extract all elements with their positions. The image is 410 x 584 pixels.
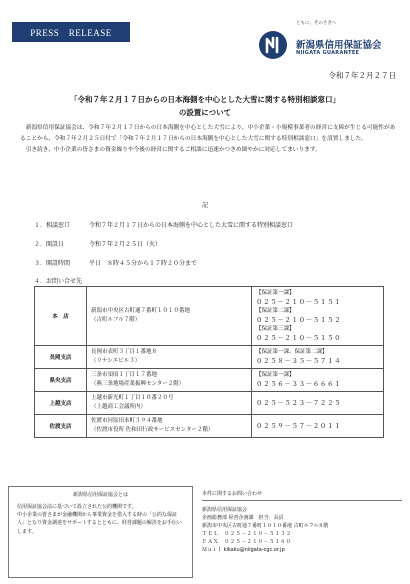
phone-number: ０２５－２１０－５１５０ xyxy=(256,334,342,342)
phone-label: 【保証第一課】 xyxy=(256,372,295,378)
address-line: （リナシエビル３） xyxy=(91,358,141,364)
branch-address xyxy=(87,392,252,415)
release-title-line2: の設置について xyxy=(178,108,232,117)
address-line: （佐渡市役所 佐和田行政サービスセンター２階） xyxy=(91,427,214,433)
logo-name-jp: 新潟県信用保証協会 xyxy=(296,40,382,51)
about-line: 信用保証協会法に基づいて設立された公的機関です。 xyxy=(17,504,137,510)
branch-address xyxy=(87,369,252,392)
phone-number: ０２５－５２３－７２２５ xyxy=(256,398,342,407)
address-line: （上越商工会議所内） xyxy=(91,404,147,410)
table-row xyxy=(35,392,384,415)
phone-number: ０２５－２１０－５１５１ xyxy=(256,298,342,306)
press-release-badge: PRESS RELEASE xyxy=(12,22,130,42)
phone-number: ０２５６－３３－６６６１ xyxy=(256,380,342,388)
item-label: ２．開設日 xyxy=(34,241,65,248)
phone-number: ０２５－２１０－５１５２ xyxy=(256,316,342,324)
phone-label: 【保証第一課、保証第二課】 xyxy=(256,349,328,355)
item-value: 平日 ８時４５分から１７時２０分まで xyxy=(89,260,198,267)
logo-mark-icon xyxy=(258,30,288,60)
branch-phones xyxy=(252,369,384,392)
branch-name: 佐渡支店 xyxy=(35,415,87,438)
branch-name: 長岡支店 xyxy=(35,346,87,369)
address-line: 三条市須頃１丁目１７番地 xyxy=(91,372,158,378)
table-row xyxy=(35,287,384,346)
address-line: 長岡市表町３丁目１番地８ xyxy=(91,349,158,355)
table-row xyxy=(35,369,384,392)
organization-logo xyxy=(258,10,398,60)
body-paragraph-1: 新潟県信用保証協会は、令和７年２月１７日からの日本海側を中心とした大雪により、中小企業・小規模事業者の経営に支障が生じる可能性があることから、令和７年２月２５日付で「令和７年２月１７日からの日本海側を中心とした大雪に関する特別相談窓口」を設置しました。 xyxy=(20,125,396,143)
address-line: （燕三条地場産業振興センター２階） xyxy=(91,381,185,387)
inquiry-tel: ＴＥＬ ０２５－２１０－５１３２ xyxy=(202,531,292,537)
branch-phones xyxy=(252,392,384,415)
branch-address xyxy=(87,287,252,346)
branch-phones xyxy=(252,346,384,369)
logo-name-en: NIIGATA GUARANTEE xyxy=(296,50,360,56)
body-paragraph-2: 引き続き、中小企業の皆さまの資金繰りや今後の経営に関するご相談に迅速かつきめ細やかに対応してまいります。 xyxy=(25,147,321,154)
inquiry-org: 新潟県信用保証協会 xyxy=(202,507,248,513)
phone-number: ０２５８－３５－５７１４ xyxy=(256,357,342,365)
branch-phones xyxy=(252,287,384,346)
about-organization-box xyxy=(8,486,193,578)
branch-address xyxy=(87,415,252,438)
branch-name: 本 店 xyxy=(35,287,87,346)
about-title: 新潟県信用保証協会とは xyxy=(72,492,128,498)
inquiry-dept: 企画総務部 経営企画課 担当：長沼 xyxy=(202,515,284,521)
table-row xyxy=(35,415,384,438)
phone-label: 【保証第二課】 xyxy=(256,308,295,314)
release-body xyxy=(20,123,396,157)
item-value: 令和７年２月２５日（火） xyxy=(89,241,162,248)
phone-label: 【保証第一課】 xyxy=(256,290,295,296)
inquiry-fax: ＦＡＸ ０２５－２１０－５１６０ xyxy=(202,539,292,545)
item-value: 令和７年２月１７日からの日本海側を中心とした大雪に関する特別相談窓口 xyxy=(89,222,294,229)
item-label: ４．お問い合せ先 xyxy=(34,278,83,285)
phone-label: 【保証第三課】 xyxy=(256,326,295,332)
item-consultation-window xyxy=(34,220,293,229)
address-line: 新潟市中央区古町通７番町１０１０番地 xyxy=(91,308,191,314)
contacts-table xyxy=(34,286,384,438)
inquiry-mail[interactable]: Ｍａｉｌ kikaku@niigata-cgc.or.jp xyxy=(202,547,285,553)
address-line: 佐渡市河原田本町３９４番地 xyxy=(91,418,163,424)
branch-phones xyxy=(252,415,384,438)
ki-heading: 記 xyxy=(201,202,208,209)
item-label: ３．開設時間 xyxy=(34,260,71,267)
phone-number: ０２５９－５７－２０１１ xyxy=(256,421,342,430)
logo-tagline: ともに、そのさきへ xyxy=(296,21,337,26)
release-title-line1: 「令和７年２月１７日からの日本海側を中心とした大雪に関する特別相談窓口」 xyxy=(70,95,340,104)
item-label: １．相談窓口 xyxy=(34,222,71,229)
release-title xyxy=(0,93,410,119)
address-line: （古町ルフル７階） xyxy=(91,317,141,323)
branch-address xyxy=(87,346,252,369)
about-line: 中小企業の皆さまが金融機関から事業資金を借入する時の「公的な保証人」となり資金調達をサポートするとともに、経営課題の解決をお手伝いします。 xyxy=(17,512,182,535)
branch-name: 県央支店 xyxy=(35,369,87,392)
address-line: 上越市新光町１丁目１０番２０号 xyxy=(91,395,174,401)
about-body xyxy=(17,503,184,536)
item-open-hours xyxy=(34,258,197,267)
inquiry-address: 新潟市中央区古町通７番町１０１０番地 古町ルフル８階 xyxy=(202,523,329,529)
release-date: 令和７年２月２７日 xyxy=(328,71,396,80)
inquiry-contact-box xyxy=(202,486,402,578)
inquiry-body xyxy=(202,506,402,554)
inquiry-title: 本件に関するお問い合わせ xyxy=(202,490,402,501)
branch-name: 上越支店 xyxy=(35,392,87,415)
table-row xyxy=(35,346,384,369)
item-contacts-heading xyxy=(34,276,82,285)
item-open-date xyxy=(34,239,161,248)
